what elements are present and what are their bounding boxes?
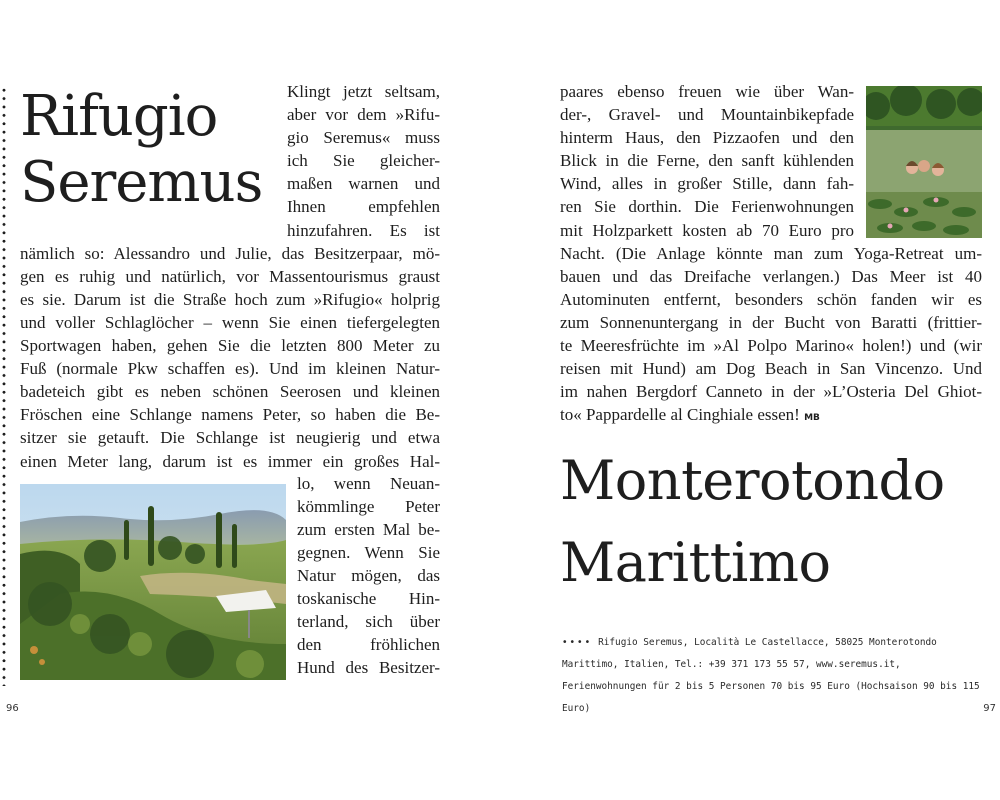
author-signature: MB xyxy=(804,413,820,424)
text-line: hinzufahren. Es ist xyxy=(287,220,440,240)
text-line: Autominuten entfernt, besonders schön fanden wir es xyxy=(560,289,982,309)
address-info xyxy=(562,632,982,720)
rifugio-title xyxy=(20,84,280,216)
text-line: gegnen. Wenn Sie xyxy=(297,542,440,562)
text-line: Hund des Besitzer- xyxy=(297,658,440,678)
text-line: toskanische Hin- xyxy=(297,588,440,608)
text-line: Fuß (normale Pkw schaffen es). Und im kleinen Natur- xyxy=(20,359,440,379)
text-line: badeteich gibt es neben schönen Seerosen und kleinen xyxy=(20,382,440,402)
text-line: nämlich so: Alessandro und Julie, das Besitzerpaar, mö- xyxy=(20,243,440,263)
text-line: mit Holzparkett kosten ab 70 Euro pro xyxy=(560,220,854,240)
text-line: der-, Gravel- und Mountainbikepfade xyxy=(560,105,854,125)
address-text: Rifugio Seremus, Località Le Castellacce, 58025 Monterotondo Marittimo, Italien, Tel.: +39 371 173 55 57, www.seremus.it, Ferienwohnungen für 2 bis 5 Personen 70 bis 95 Euro (Hochsaison 90 bis 115 Euro) xyxy=(562,637,980,714)
right-page xyxy=(500,0,1000,800)
text-line: sitzer sie getauft. Die Schlange ist neugierig und etwa xyxy=(20,428,440,448)
text-line: und voller Schlaglöcher – wenn Sie einen tiefergelegten xyxy=(20,312,440,332)
text-line: paares ebenso freuen wie über Wan- xyxy=(560,82,854,101)
text-line: gen es ruhig und natürlich, vor Massentourismus graust xyxy=(20,266,440,286)
text-line: es sie. Darum ist die Straße hoch zum »Rifugio« holprig xyxy=(20,289,440,309)
text-line: maßen warnen und xyxy=(287,174,440,194)
main-paragraph-right xyxy=(560,242,982,404)
text-line: Wind, alles in großer Stille, dann fah- xyxy=(560,174,854,194)
text-line: den fröhlichen xyxy=(297,635,440,655)
text-line: kömmlinge Peter xyxy=(297,496,440,516)
text-line: Klingt jetzt seltsam, xyxy=(287,82,440,101)
tuscan-landscape-photo xyxy=(20,484,286,680)
continued-paragraph xyxy=(560,80,854,242)
text-line: Ihnen empfehlen xyxy=(287,197,440,217)
text-line: hinterm Haus, den Pizzaofen und den xyxy=(560,128,854,148)
text-line: Natur mögen, das xyxy=(297,565,440,585)
wrap-paragraph xyxy=(297,472,440,680)
text-line: te Meeresfrüchte im »Al Polpo Marino« holen!) und (wir xyxy=(560,336,982,356)
last-line-text: to« Pappardelle al Cinghiale essen! xyxy=(560,405,800,425)
text-line: ren Sie dorthin. Die Ferienwohnungen xyxy=(560,197,854,217)
text-line: bauen und das Dreifache verlangen.) Das Meer ist 40 xyxy=(560,266,982,286)
page-number-right: 97 xyxy=(983,703,996,714)
text-line: Sportwagen haben, gehen Sie die letzten 800 Meter zu xyxy=(20,336,440,356)
bullet-dots: •••• xyxy=(562,637,593,648)
title-line-2: Marittimo xyxy=(560,531,831,594)
text-line: terland, sich über xyxy=(297,612,440,632)
text-line: zum Sonnenuntergang in der Bucht von Baratti (frittier- xyxy=(560,312,982,332)
text-line: Blick in die Ferne, den sanft kühlenden xyxy=(560,151,854,171)
intro-paragraph xyxy=(287,80,440,242)
text-line: reisen mit Hund) am Dog Beach in San Vincenzo. Und xyxy=(560,359,982,379)
title-line-2: Seremus xyxy=(20,150,263,215)
swimming-pond-photo xyxy=(866,86,982,238)
text-line: aber vor dem »Rifu- xyxy=(287,105,440,125)
closing-line xyxy=(560,403,982,430)
text-line: im nahen Bergdorf Canneto in der »L’Osteria Del Ghiot- xyxy=(560,382,982,402)
page-number-left: 96 xyxy=(6,703,19,714)
title-line-1: Monterotondo xyxy=(560,449,945,512)
text-line: gio Seremus« muss xyxy=(287,128,440,148)
title-line-1: Rifugio xyxy=(20,84,218,149)
text-line: Nacht. (Die Anlage könnte man zum Yoga-Retreat um- xyxy=(560,243,982,263)
text-line: Fröschen eine Schlange namens Peter, so haben die Be- xyxy=(20,405,440,425)
text-line: einen Meter lang, darum ist es immer ein großes Hal- xyxy=(20,451,440,471)
main-paragraph xyxy=(20,242,440,473)
text-line: zum ersten Mal be- xyxy=(297,519,440,539)
text-line: ich Sie gleicher- xyxy=(287,151,440,171)
text-line: lo, wenn Neuan- xyxy=(297,473,440,493)
monterotondo-title xyxy=(560,440,980,604)
